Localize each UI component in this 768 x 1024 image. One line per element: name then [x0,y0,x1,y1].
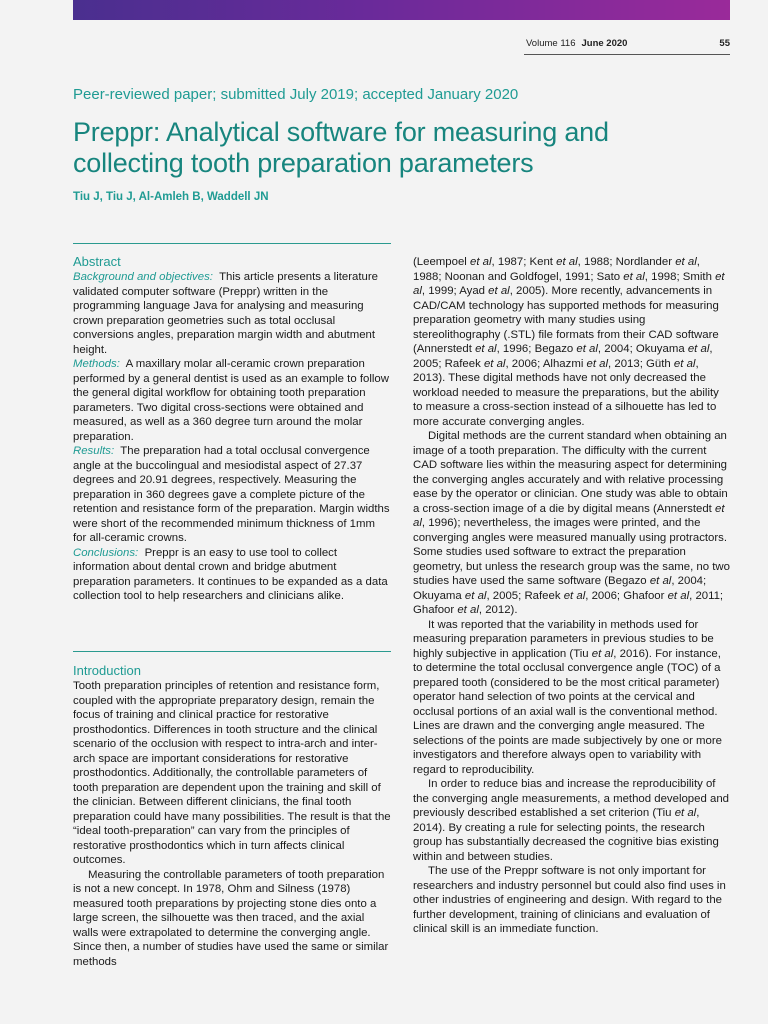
text-run: , 2004; Okuyama [413,575,707,602]
results-text: The preparation had a total occlusal convergence angle at the buccolingual and mesiodistal aspect of 27.37 degrees and 20.91 degrees, respectively. Measuring the preparation in 360 degrees gave a complete picture of the retention and resistance form of the preparation. Margin widths were short of the recommended minimum thickness of 1mm for all-ceramic crowns. [73,445,390,544]
et-al: et al [673,357,696,370]
right-paragraph-3 [413,618,731,778]
et-al: et al [413,270,725,297]
et-al: et al [475,343,497,355]
et-al: et al [576,343,598,355]
et-al: et al [556,256,578,268]
introduction-paragraph-2: Measuring the controllable parameters of tooth preparation is not a new concept. In 1978, Ohm and Silness (1978) measured tooth preparations by projecting stone dies onto a large screen, the silhouette was then traced, and the axial walls were extrapolated to determine the converging angle. Since then, a number of studies have used the same or similar methods [73,868,389,968]
abstract-body [73,270,391,604]
header-color-bar [73,0,730,20]
text-run: , 2005). More recently, advancements in CAD/CAM technology has supported methods for measuring preparation geometry with many studies using stereolithography (.STL) file formats from their CAD software (Annerstedt [413,285,719,355]
article-title [73,117,733,179]
background-label: Background and objectives: [73,271,213,283]
et-al: et al [687,343,710,355]
text-run: , 1988; Nordlander [577,256,676,268]
background-text: This article presents a literature validated computer software (Preppr) written in the programming language Java for analysing and measuring crown preparation geometries such as total occlusal conversions angles, preparation margin width and abutment height. [73,271,378,356]
conclusions-text: Preppr is an easy to use tool to collect information about dental crown and bridge abutment preparation parameters. It continues to be expanded as a data collection tool to help researchers and clinicians alike. [73,546,388,602]
text-run: , 1996); nevertheless, the images were printed, and the converging angles were measured manually using protractors. Some studies used software to extract the preparation geometry, but unless the research group was the same, no two studies have used the same software (Begazo [413,517,730,587]
et-al: et al [623,270,645,283]
abstract-background [73,270,391,357]
text-run: , 2013). These digital methods have not only decreased the workload needed to measure the preparations, but the ability to measure a cross-section instead of a silhouette has led to more accurate converging angles. [413,357,719,428]
et-al: et al [457,604,479,616]
text-run: , 2005; Rafeek [486,589,564,602]
text-run: It was reported that the variability in methods used for measuring preparation parameters in previous studies to be highly subjective in application (Tiu [413,618,714,660]
et-al: et al [649,575,672,587]
text-run: In order to reduce bias and increase the reproducibility of the converging angle measurements, a method developed and previously described established a set criterion (Tiu [413,778,729,819]
volume-info [526,38,627,49]
abstract-rule [73,243,391,244]
text-run: , 1988; Noonan and Goldfogel, 1991; Sato [413,256,700,283]
text-run: (Leempoel [413,256,470,268]
abstract-conclusions [73,546,391,604]
title-line-1: Preppr: Analytical software for measuring and [73,117,609,147]
text-run: , 1998; Smith [644,270,716,283]
right-column-body [413,255,731,937]
text-run: , 1999; Ayad [421,285,489,297]
text-run: , 2011; Ghafoor [413,589,724,616]
header-rule [524,54,730,55]
abstract-heading: Abstract [73,254,121,269]
introduction-rule [73,651,391,652]
right-paragraph-4 [413,777,731,864]
et-al: et al [586,357,609,370]
et-al: et al [675,256,697,268]
right-paragraph-1 [413,255,731,429]
text-run: , 2006; Ghafoor [585,589,668,602]
text-run: , 1996; Begazo [496,343,577,355]
methods-label: Methods: [73,358,120,370]
introduction-body [73,679,391,969]
et-al: et al [464,589,487,602]
abstract-results [73,444,391,546]
methods-text: A maxillary molar all-ceramic crown preparation performed by a general dentist is used as an example to follow the general digital workflow for obtaining tooth preparation parameters. Two digital cross-sections were obtained and measured, as well as a 360 degree turn around the molar preparation. [73,358,389,443]
introduction-heading: Introduction [73,663,141,678]
authors: Tiu J, Tiu J, Al-Amleh B, Waddell JN [73,191,269,203]
et-al: et al [591,647,614,660]
text-run: , 2013; Güth [608,357,674,370]
et-al: et al [413,502,725,529]
et-al: et al [470,256,492,268]
et-al: et al [488,285,510,297]
et-al: et al [674,807,697,819]
issue-date: June 2020 [581,38,628,49]
introduction-paragraph-1: Tooth preparation principles of retention and resistance form, coupled with the appropriate preparatory design, remain the focus of training and clinical practice for restorative prosthodontics. Differences in tooth structure and the clinical scenario of the occlusion with respect to intra-arch and inter-arch space are important considerations for restorative prosthodontics. Additionally, the controllable parameters of tooth preparation are dependent upon the training and skill of the clinician. Between different clinicians, the final tooth preparation could have many possibilities. The result is that the “ideal tooth-preparation” can vary from the principles of restorative prosthodontics which in turn affects clinical outcomes. [73,680,391,866]
et-al: et al [563,589,586,602]
et-al: et al [667,589,690,602]
et-al: et al [483,357,506,370]
text-run: Digital methods are the current standard when obtaining an image of a tooth preparation. The difficulty with the current CAD software lies within the measuring aspect for determining the converging angles accurately and with relative processing ease by the operator or clinician. One study was able to obtain a cross-section image of a die by digital means (Annerstedt [413,430,728,515]
right-paragraph-2 [413,429,731,618]
text-run: , 2006; Alhazmi [505,357,587,370]
volume-number: Volume 116 [526,38,576,49]
text-run: , 2014). By creating a rule for selecting points, the research group has substantially decreased the cognitive bias existing within and between studies. [413,807,719,863]
text-run: , 1987; Kent [491,256,557,268]
text-run: , 2012). [478,604,518,616]
abstract-methods [73,357,391,444]
text-run: , 2005; Rafeek [413,343,713,370]
title-line-2: collecting tooth preparation parameters [73,148,534,178]
right-paragraph-5: The use of the Preppr software is not only important for researchers and industry personnel but could also find uses in other industries of engineering and design. With regard to the further development, training of clinicians and evaluation of clinical skill is an immediate function. [413,865,726,935]
text-run: , 2004; Okuyama [597,343,688,355]
peer-review-line: Peer-reviewed paper; submitted July 2019; accepted January 2020 [73,86,519,103]
text-run: , 2016). For instance, to determine the total occlusal convergence angle (TOC) of a prepared tooth (considered to be the most critical parameter) operator hand selection of two points at the cervical and occlusal portions of an axial wall is the conventional method. Lines are drawn and the converging angle measured. The selections of the points are made subjectively by one or more investigators and therefore always open to variability with regard to reproducibility. [413,647,722,776]
conclusions-label: Conclusions: [73,546,139,559]
results-label: Results: [73,445,115,457]
page-number: 55 [719,38,730,49]
